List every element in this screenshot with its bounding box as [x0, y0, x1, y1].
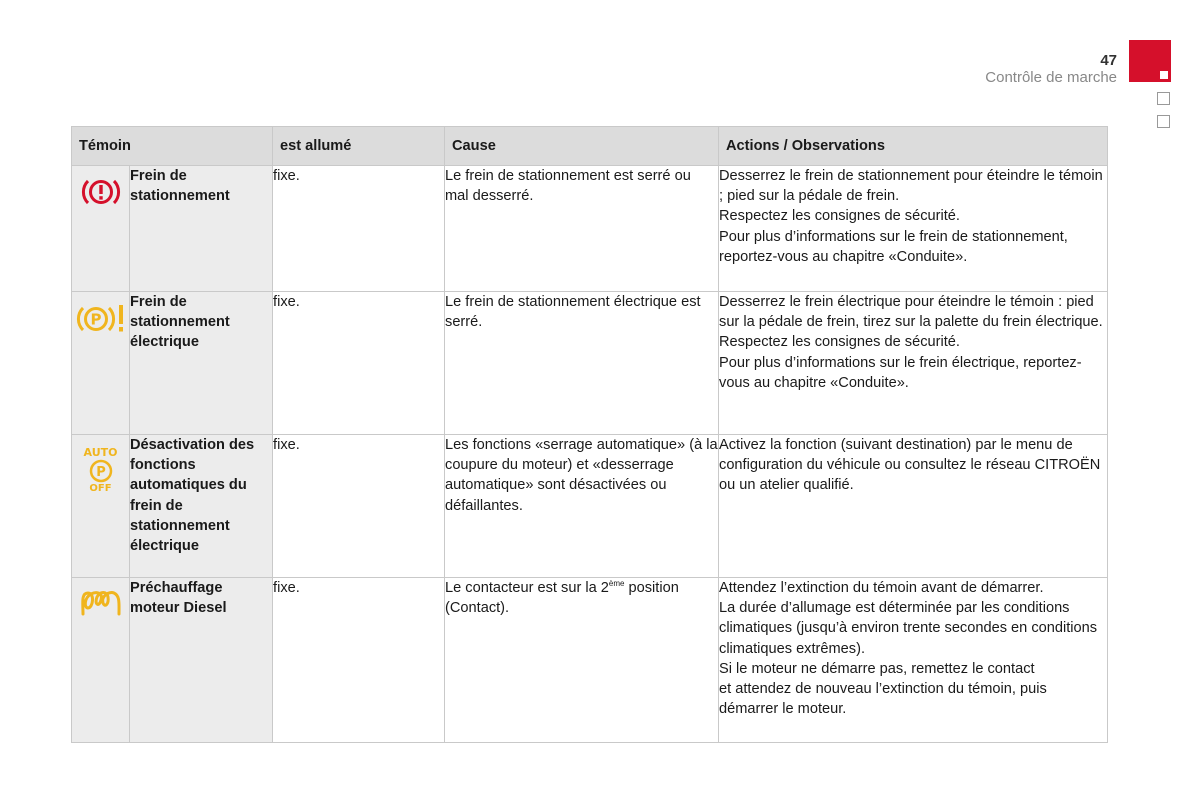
chapter-tab-inactive[interactable]	[1157, 92, 1170, 105]
ordinal-superscript: ème	[608, 579, 625, 588]
lamp-state: fixe.	[273, 292, 445, 435]
parking-brake-warning-red-icon	[81, 176, 121, 208]
lamp-cause: Le frein de stationnement est serré ou mal desserré.	[445, 166, 719, 292]
cause-text-end: position (Contact).	[445, 580, 679, 617]
action-line: Respectez les consignes de sécurité.	[719, 334, 960, 351]
electric-parking-brake-amber-icon	[75, 302, 127, 336]
auto-parking-brake-off-icon	[72, 435, 129, 494]
lamp-name: Frein de stationnement	[130, 166, 273, 292]
page-number: 47	[1100, 52, 1117, 69]
table-row	[72, 435, 1108, 578]
icon-cell	[72, 166, 130, 292]
lamp-actions	[719, 435, 1108, 578]
lamp-state: fixe.	[273, 578, 445, 743]
lamp-actions	[719, 292, 1108, 435]
column-header-actions: Actions / Observations	[719, 127, 1108, 166]
lamp-actions	[719, 166, 1108, 292]
lamp-cause: Le frein de stationnement électrique est serré.	[445, 292, 719, 435]
icon-cell	[72, 292, 130, 435]
svg-text:P: P	[90, 310, 101, 329]
icon-label-off: OFF	[89, 483, 112, 494]
lamp-state: fixe.	[273, 435, 445, 578]
lamp-name: Frein de stationnement électrique	[130, 292, 273, 435]
lamp-name: Désactivation des fonctions automatiques du frein de stationnement électrique	[130, 435, 273, 578]
action-line: Pour plus d’informations sur le frein de stationnement, reportez-vous au chapitre «Conduite».	[719, 228, 1068, 265]
icon-cell	[72, 435, 130, 578]
table-header-row	[72, 127, 1108, 166]
action-line: Respectez les consignes de sécurité.	[719, 208, 960, 225]
diesel-preheating-coil-icon	[78, 588, 124, 618]
action-line: Desserrez le frein de stationnement pour éteindre le témoin ; pied sur la pédale de frein.	[719, 168, 1103, 205]
lamp-cause: Les fonctions «serrage automatique» (à la coupure du moteur) et «desserrage automatique» sont désactivées ou défaillantes.	[445, 435, 719, 578]
table-row	[72, 292, 1108, 435]
column-header-temoin: Témoin	[72, 127, 273, 166]
lamp-cause	[445, 578, 719, 743]
icon-cell	[72, 578, 130, 743]
section-title: Contrôle de marche	[985, 69, 1117, 86]
action-line: Si le moteur ne démarre pas, remettez le contact	[719, 660, 1035, 677]
svg-text:P: P	[95, 465, 106, 480]
lamp-name: Préchauffage moteur Diesel	[130, 578, 273, 743]
action-line: Attendez l’extinction du témoin avant de démarrer.	[719, 580, 1044, 596]
lamp-state: fixe.	[273, 166, 445, 292]
parking-p-icon	[89, 459, 113, 483]
table-row	[72, 166, 1108, 292]
table-row	[72, 578, 1108, 743]
column-header-cause: Cause	[445, 127, 719, 166]
action-line: Pour plus d’informations sur le frein électrique, reportez-vous au chapitre «Conduite».	[719, 354, 1082, 391]
lamp-actions	[719, 578, 1108, 743]
column-header-est-allume: est allumé	[273, 127, 445, 166]
action-line: Desserrez le frein électrique pour éteindre le témoin : pied sur la pédale de frein, tirez sur la palette du frein électrique.	[719, 294, 1103, 331]
action-line: La durée d’allumage est déterminée par les conditions climatiques (jusqu’à environ trente secondes en conditions climatiques extrêmes).	[719, 600, 1098, 657]
icon-label-auto: AUTO	[83, 446, 118, 459]
chapter-tab-inactive[interactable]	[1157, 115, 1170, 128]
cause-text: Le contacteur est sur la 2	[445, 580, 609, 596]
action-line: Activez la fonction (suivant destination) par le menu de configuration du véhicule ou consultez le réseau CITROËN ou un atelier qualifié.	[719, 437, 1101, 494]
warning-lamps-table	[71, 126, 1108, 743]
action-line: et attendez de nouveau l’extinction du témoin, puis démarrer le moteur.	[719, 681, 1047, 718]
chapter-tab-marker	[1160, 71, 1168, 79]
